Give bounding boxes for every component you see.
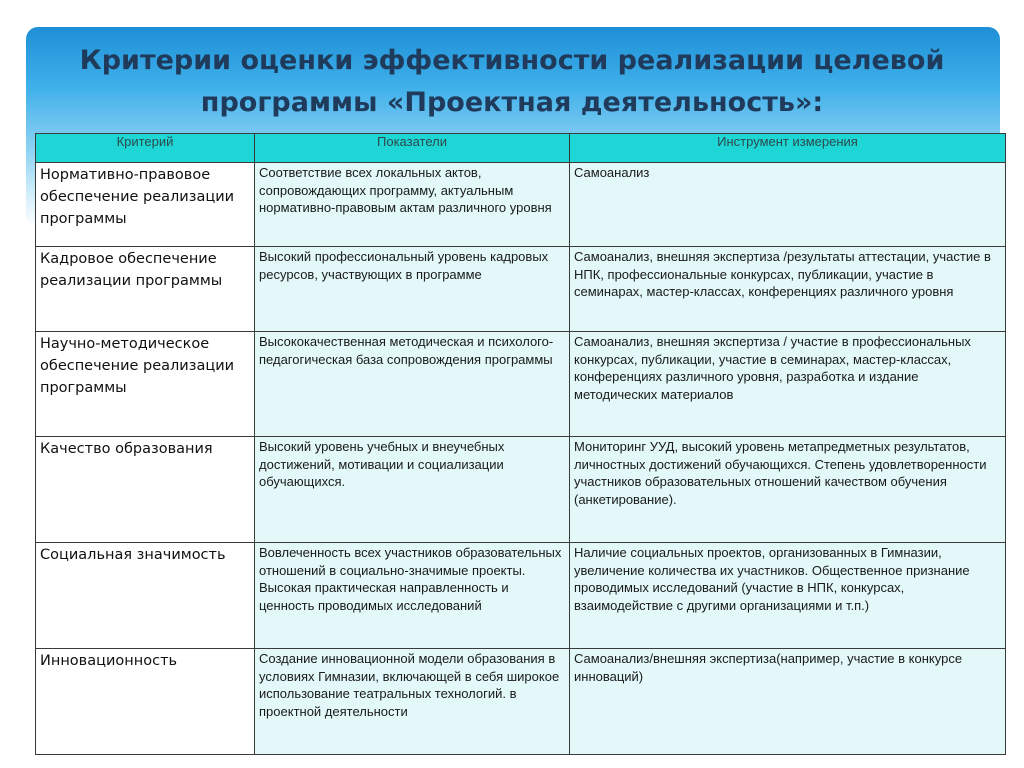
table-row [36,649,1006,755]
criterion-cell: Нормативно-правовое обеспечение реализации программы [36,163,255,247]
table-row [36,543,1006,649]
indicator-cell: Высокий профессиональный уровень кадровых ресурсов, участвующих в программе [255,247,570,332]
slide-title-line-2: программы «Проектная деятельность»: [200,87,824,118]
criterion-cell: Инновационность [36,649,255,755]
measurement-tool-cell: Мониторинг УУД, высокий уровень метапредметных результатов, личностных достижений обучающихся. Степень удовлетворенности участников образовательных отношений качеством обучения (анкетирование). [570,437,1006,543]
indicator-cell: Соответствие всех локальных актов, сопровождающих программу, актуальным нормативно-правовым актам различного уровня [255,163,570,247]
indicator-cell: Высококачественная методическая и психолого-педагогическая база сопровождения программы [255,332,570,437]
table-row [36,247,1006,332]
criteria-table [35,133,1006,755]
slide-title [30,40,994,124]
criterion-cell: Научно-методическое обеспечение реализации программы [36,332,255,437]
table-row [36,163,1006,247]
indicator-cell: Создание инновационной модели образования в условиях Гимназии, включающей в себя широкое использование театральных технологий. в проектной деятельности [255,649,570,755]
header-indicators: Показатели [255,134,570,163]
header-criterion: Критерий [36,134,255,163]
measurement-tool-cell: Самоанализ [570,163,1006,247]
table-row [36,437,1006,543]
measurement-tool-cell: Самоанализ, внешняя экспертиза /результаты аттестации, участие в НПК, профессиональные конкурсах, публикации, участие в семинарах, мастер-классах, конференциях различного уровня [570,247,1006,332]
indicator-cell: Вовлеченность всех участников образовательных отношений в социально-значимые проекты. Высокая практическая направленность и ценность проводимых исследований [255,543,570,649]
criterion-cell: Кадровое обеспечение реализации программы [36,247,255,332]
criterion-cell: Качество образования [36,437,255,543]
table-header-row [36,134,1006,163]
slide-title-line-1: Критерии оценки эффективности реализации целевой [79,45,945,76]
measurement-tool-cell: Самоанализ, внешняя экспертиза / участие в профессиональных конкурсах, публикации, участие в семинарах, мастер-классах, конференциях различного уровня, разработка и издание методических материалов [570,332,1006,437]
measurement-tool-cell: Самоанализ/внешняя экспертиза(например, участие в конкурсе инноваций) [570,649,1006,755]
table-row [36,332,1006,437]
header-measurement-tool: Инструмент измерения [570,134,1006,163]
measurement-tool-cell: Наличие социальных проектов, организованных в Гимназии, увеличение количества их участников. Общественное признание проводимых исследований (участие в НПК, конкурсах, взаимодействие с другими организациями и т.п.) [570,543,1006,649]
indicator-cell: Высокий уровень учебных и внеучебных достижений, мотивации и социализации обучающихся. [255,437,570,543]
criterion-cell: Социальная значимость [36,543,255,649]
